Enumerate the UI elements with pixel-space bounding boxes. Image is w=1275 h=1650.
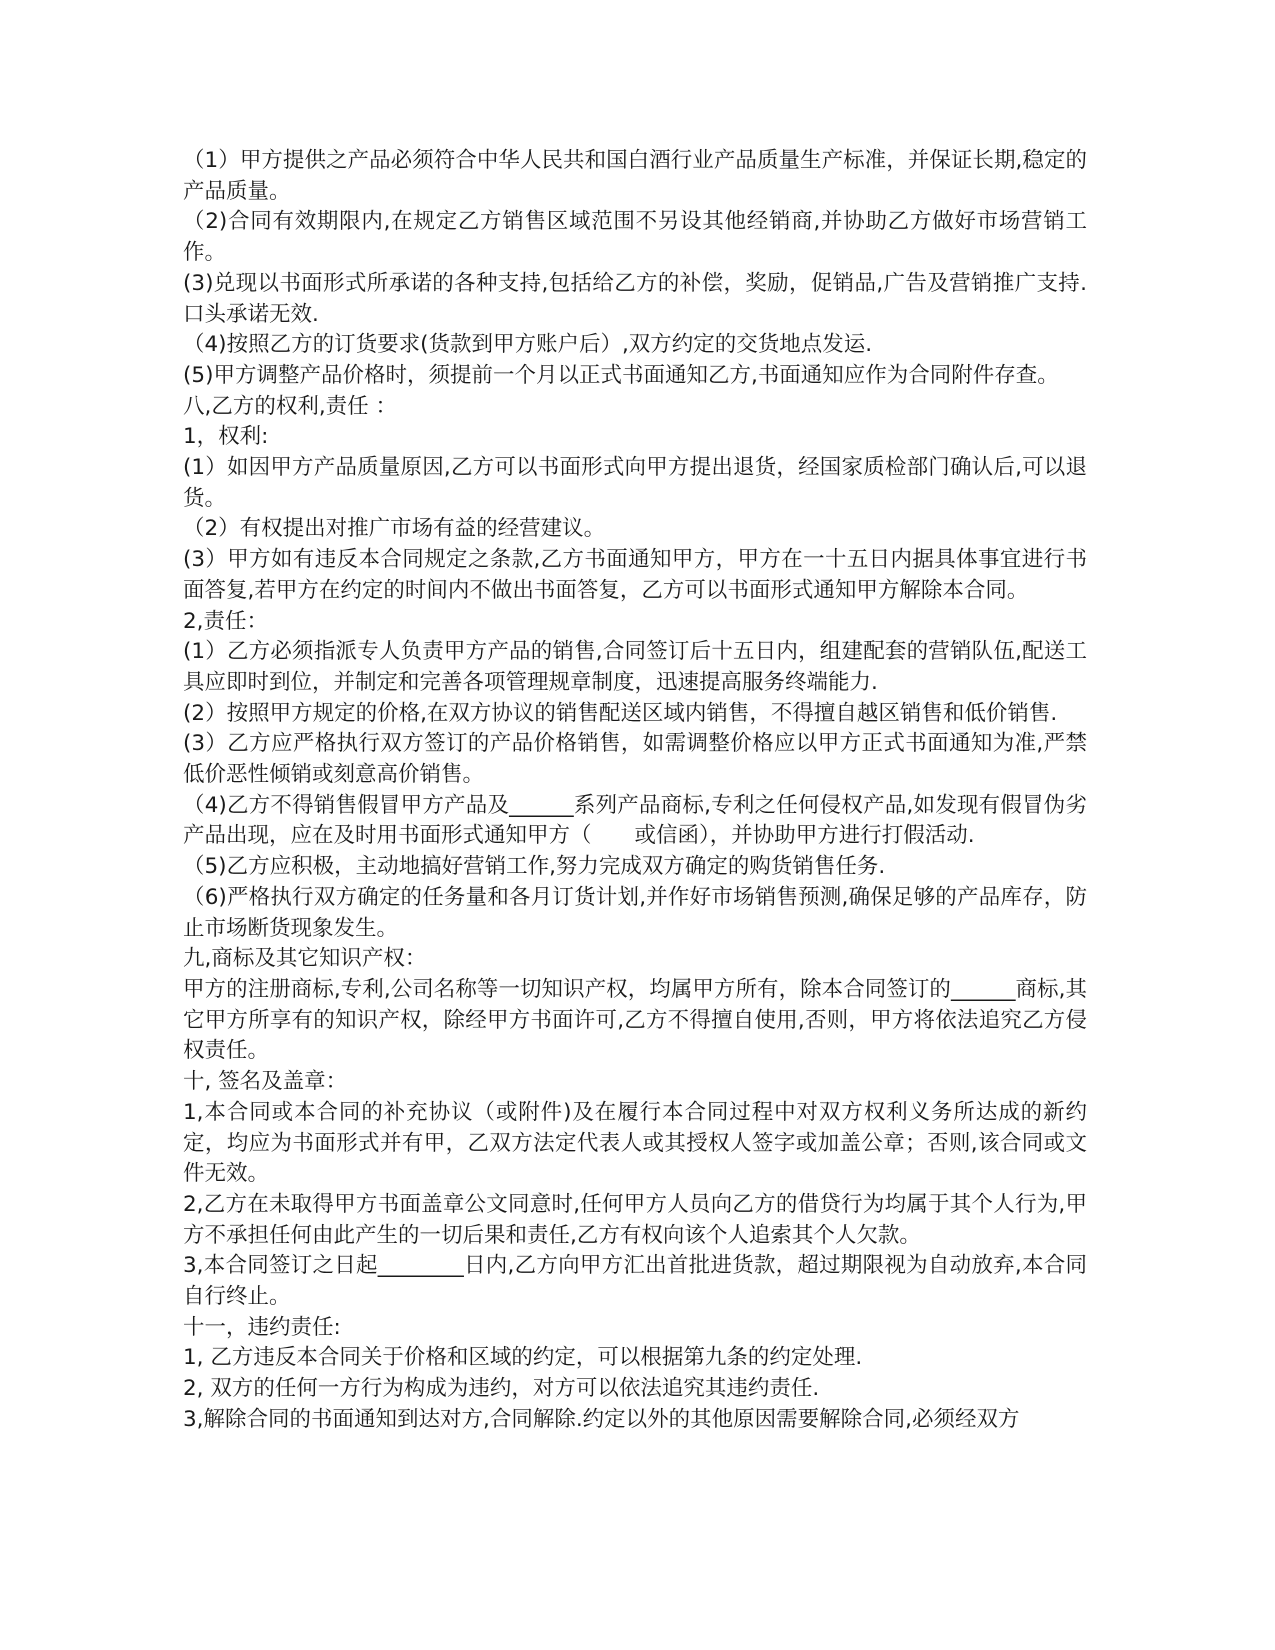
paragraph-ip: 甲方的注册商标,专利,公司名称等一切知识产权，均属甲方所有，除本合同签订的______商标,其它甲方所享有的知识产权，除经甲方书面许可,乙方不得擅自使用,否则，甲方将依法追究乙方侵权责任。 [183,976,1087,1064]
paragraph-d3: (3）乙方应严格执行双方签订的产品价格销售，如需调整价格应以甲方正式书面通知为准,严禁低价恶性倾销或刻意高价销售。 [183,731,1087,788]
document-body [183,146,1087,1436]
paragraph-d6: （6)严格执行双方确定的任务量和各月订货计划,并作好市场销售预测,确保足够的产品库存，防止市场断货现象发生。 [183,884,1087,941]
section-heading-8: 八,乙方的权利,责任 ： [183,393,398,419]
paragraph-s3: 3,本合同签订之日起________日内,乙方向甲方汇出首批进货款，超过期限视为自动放弃,本合同自行终止。 [183,1253,1087,1310]
paragraph-r2: （2）有权提出对推广市场有益的经营建议。 [183,516,606,542]
subheading-responsibilities: 2,责任： [183,608,269,634]
paragraph-d2: (2）按照甲方规定的价格,在双方协议的销售配送区域内销售，不得擅自越区销售和低价销售. [183,700,1058,726]
section-heading-10: 十, 签名及盖章： [183,1069,348,1095]
section-heading-11: 十一，违约责任: [183,1314,341,1340]
paragraph-d1: (1）乙方必须指派专人负责甲方产品的销售,合同签订后十五日内，组建配套的营销队伍,配送工具应即时到位，并制定和完善各项管理规章制度，迅速提高服务终端能力. [183,639,1087,695]
paragraph-a5: (5)甲方调整产品价格时，须提前一个月以正式书面通知乙方,书面通知应作为合同附件存查。 [183,362,1059,388]
section-heading-9: 九,商标及其它知识产权： [183,946,427,972]
paragraph-s2: 2,乙方在未取得甲方书面盖章公文同意时,任何甲方人员向乙方的借贷行为均属于其个人行为,甲方不承担任何由此产生的一切后果和责任,乙方有权向该个人追索其个人欠款。 [183,1191,1087,1248]
paragraph-s1: 1,本合同或本合同的补充协议（或附件)及在履行本合同过程中对双方权利义务所达成的新约定，均应为书面形式并有甲，乙双方法定代表人或其授权人签字或加盖公章；否则,该合同或文件无效。 [183,1099,1087,1187]
paragraph-a2: （2)合同有效期限内,在规定乙方销售区域范围不另设其他经销商,并协助乙方做好市场营销工作。 [183,209,1087,266]
paragraph-r1: (1）如因甲方产品质量原因,乙方可以书面形式向甲方提出退货，经国家质检部门确认后,可以退货。 [183,455,1087,511]
paragraph-b3: 3,解除合同的书面通知到达对方,合同解除.约定以外的其他原因需要解除合同,必须经双方 [183,1406,1020,1432]
paragraph-d5: （5)乙方应积极，主动地搞好营销工作,努力完成双方确定的购货销售任务. [183,854,886,880]
paragraph-d4: （4)乙方不得销售假冒甲方产品及______系列产品商标,专利之任何侵权产品,如发现有假冒伪劣产品出现，应在及时用书面形式通知甲方（ 或信函），并协助甲方进行打假活动. [183,792,1087,849]
paragraph-r3: (3）甲方如有违反本合同规定之条款,乙方书面通知甲方，甲方在一十五日内据具体事宜进行书面答复,若甲方在约定的时间内不做出书面答复，乙方可以书面形式通知甲方解除本合同。 [183,547,1087,603]
paragraph-b2: 2, 双方的任何一方行为构成为违约，对方可以依法追究其违约责任. [183,1376,820,1402]
paragraph-a1: （1）甲方提供之产品必须符合中华人民共和国白酒行业产品质量生产标准，并保证长期,稳定的产品质量。 [183,148,1087,204]
paragraph-b1: 1, 乙方违反本合同关于价格和区域的约定，可以根据第九条的约定处理. [183,1345,863,1371]
paragraph-a4: （4)按照乙方的订货要求(货款到甲方账户后）,双方约定的交货地点发运. [183,332,873,358]
paragraph-a3: (3)兑现以书面形式所承诺的各种支持,包括给乙方的补偿，奖励，促销品,广告及营销推广支持.口头承诺无效. [183,270,1087,327]
subheading-rights: 1，权利: [183,424,269,450]
